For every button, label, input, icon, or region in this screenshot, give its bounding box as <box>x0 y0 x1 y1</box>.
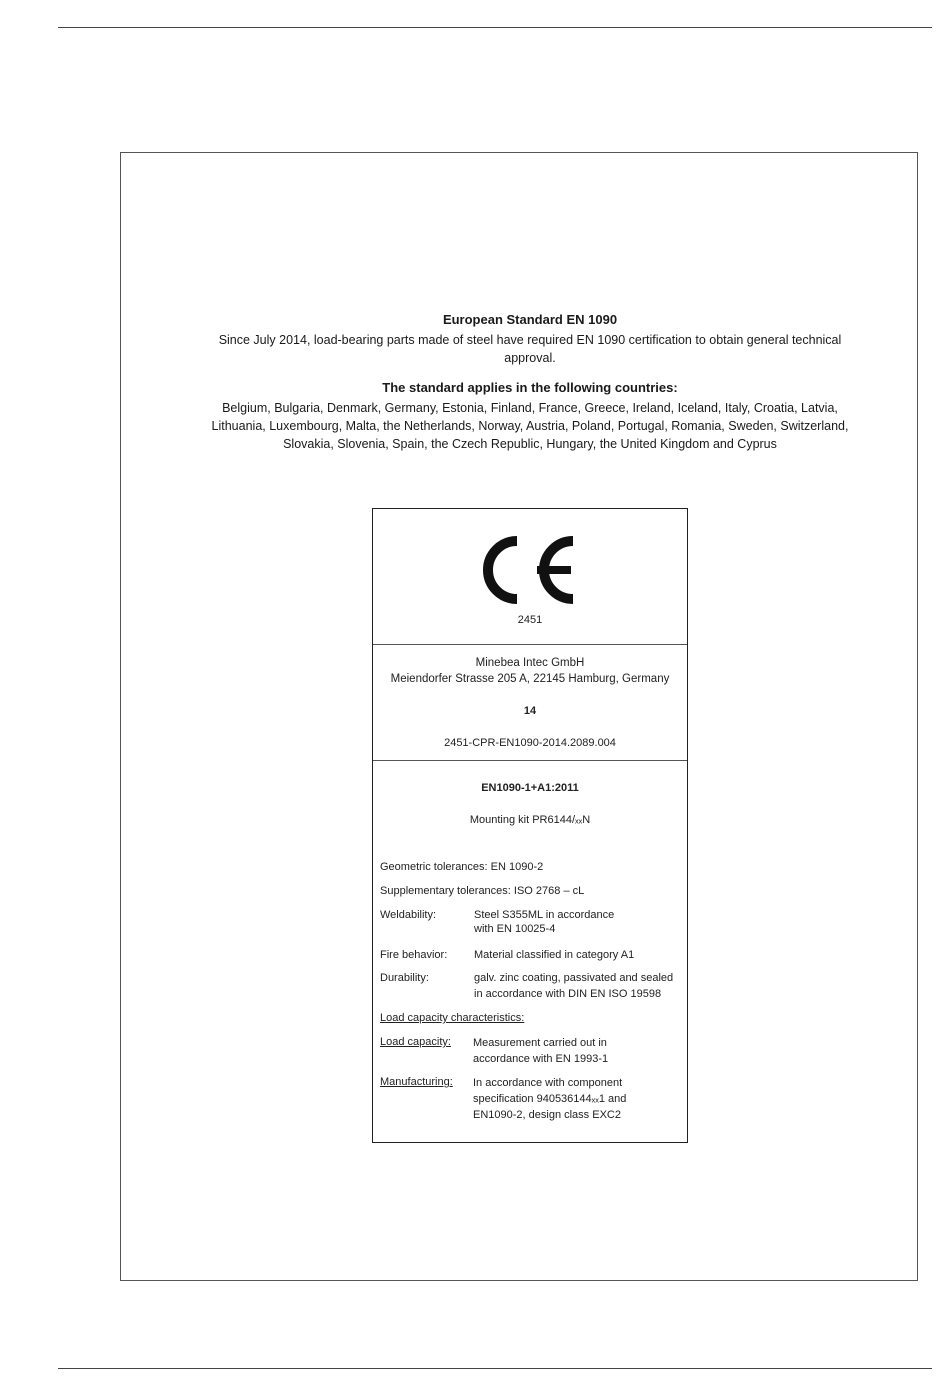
weldability-line-2: with EN 10025-4 <box>474 923 556 935</box>
declaration-section <box>373 760 687 1142</box>
manufacturing-line-1: In accordance with component <box>473 1077 623 1089</box>
footer-rule <box>58 1368 932 1369</box>
manufacturer-address: Meiendorfer Strasse 205 A, 22145 Hamburg, Germany <box>390 673 670 685</box>
geometric-tolerances: Geometric tolerances: EN 1090-2 <box>380 861 544 873</box>
manufacturer-name: Minebea Intec GmbH <box>475 657 585 669</box>
fire-behavior-key: Fire behavior: <box>380 949 448 961</box>
certificate-number: 2451-CPR-EN1090-2014.2089.004 <box>444 737 616 749</box>
load-capacity-line-1: Measurement carried out in <box>473 1037 607 1049</box>
intro-text: Since July 2014, load-bearing parts made of steel have required EN 1090 certification to obtain general technical approval. <box>218 333 842 365</box>
ce-mark-icon <box>477 533 577 607</box>
load-capacity-line-2: accordance with EN 1993-1 <box>473 1053 609 1065</box>
manufacturing-key: Manufacturing: <box>380 1076 453 1088</box>
durability-line-1: galv. zinc coating, passivated and sealed <box>474 972 674 984</box>
notified-body-number: 2451 <box>517 614 543 626</box>
year-of-marking: 14 <box>523 705 537 717</box>
countries-list: Belgium, Bulgaria, Denmark, Germany, Estonia, Finland, France, Greece, Ireland, Iceland, Italy, Croatia, Latvia, Lithuania, Luxembourg, Malta, the Netherlands, Norway, Austria, Poland, Portugal, Romania, Sweden, Switzerland, Slovakia, Slovenia, Spain, the Czech Republic, Hungary, the United Kingdom and Cyprus <box>211 401 849 451</box>
manufacturing-line-2: specification 940536144ₓₓ1 and <box>473 1093 627 1105</box>
standard-reference: EN1090-1+A1:2011 <box>481 782 579 794</box>
ce-label <box>372 508 688 1143</box>
durability-key: Durability: <box>380 972 429 984</box>
load-characteristics-heading: Load capacity characteristics: <box>380 1012 525 1024</box>
countries-heading: The standard applies in the following countries: <box>382 380 678 395</box>
manufacturer-section <box>373 644 687 761</box>
header-rule <box>58 27 932 28</box>
weldability-line-1: Steel S355ML in accordance <box>474 909 615 921</box>
fire-behavior-value: Material classified in category A1 <box>474 949 635 961</box>
durability-line-2: in accordance with DIN EN ISO 19598 <box>474 988 662 1000</box>
manufacturing-line-3: EN1090-2, design class EXC2 <box>473 1109 621 1121</box>
intro-heading: European Standard EN 1090 <box>442 312 618 327</box>
product-name: Mounting kit PR6144/ₓₓN <box>469 814 591 826</box>
intro-block <box>200 311 860 453</box>
weldability-key: Weldability: <box>380 909 437 921</box>
load-capacity-key: Load capacity: <box>380 1036 451 1048</box>
ce-section <box>373 509 687 645</box>
supplementary-tolerances: Supplementary tolerances: ISO 2768 – cL <box>380 885 585 897</box>
